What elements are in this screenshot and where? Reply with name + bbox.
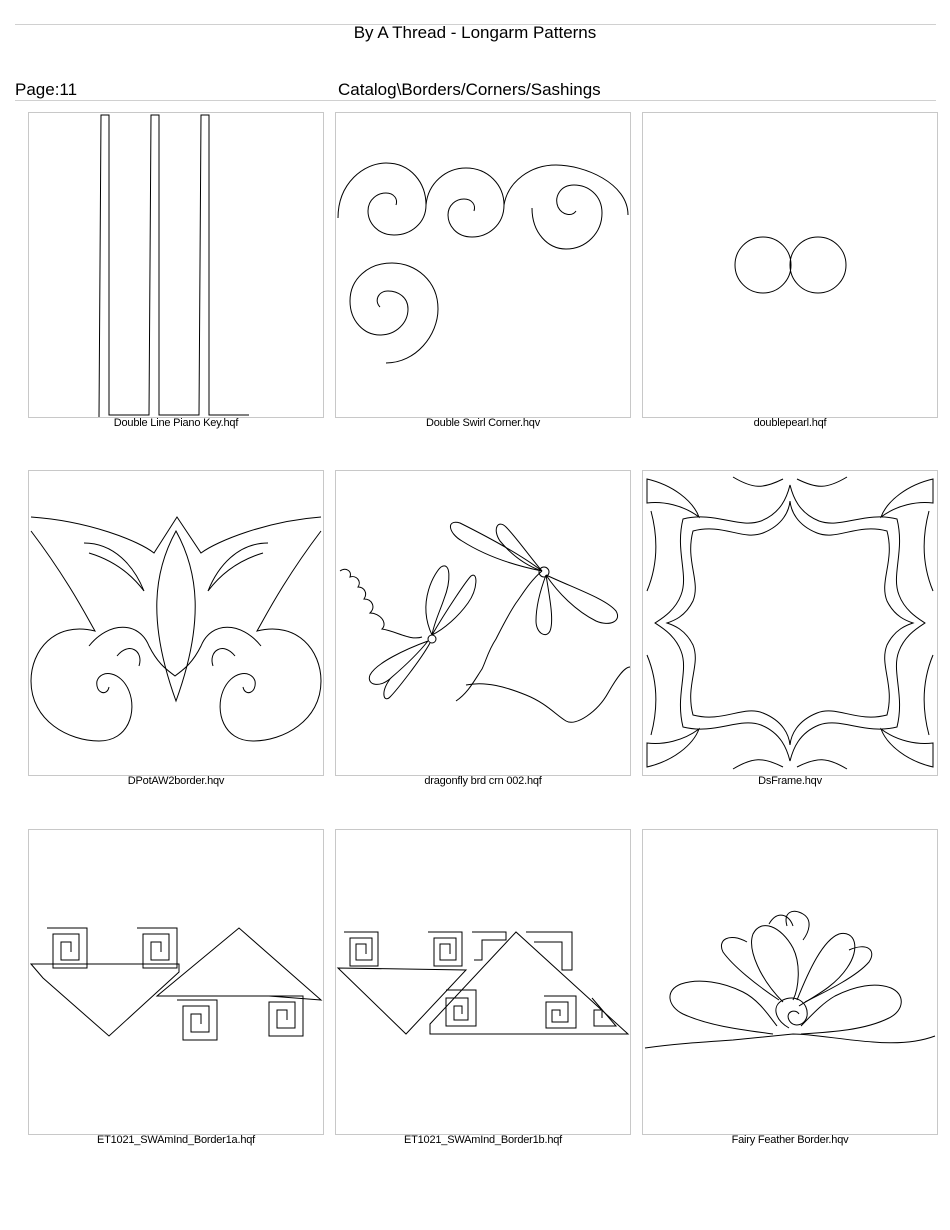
pattern-caption: ET1021_SWAmInd_Border1a.hqf: [96, 1134, 256, 1146]
pattern-thumbnail-swamind-1b[interactable]: [335, 829, 631, 1135]
fairy-feather-drawing: [643, 830, 937, 1134]
pattern-thumbnail-doublepearl[interactable]: [642, 112, 938, 418]
pattern-caption: ET1021_SWAmInd_Border1b.hqf: [403, 1134, 563, 1146]
piano-key-drawing: [29, 113, 323, 417]
pattern-thumbnail-double-swirl[interactable]: [335, 112, 631, 418]
double-swirl-drawing: [336, 113, 630, 417]
dragonfly-drawing: [336, 471, 630, 775]
pattern-thumbnail-dragonfly[interactable]: [335, 470, 631, 776]
pattern-thumbnail-dpotaw2border[interactable]: [28, 470, 324, 776]
swamind-1b-drawing: [336, 830, 630, 1134]
pattern-caption: dragonfly brd crn 002.hqf: [424, 775, 542, 787]
pattern-caption: DPotAW2border.hqv: [127, 775, 225, 787]
catalog-path: Catalog\Borders/Corners/Sashings: [338, 80, 601, 99]
pattern-caption: Double Swirl Corner.hqv: [425, 417, 540, 429]
pattern-thumbnail-piano-key[interactable]: [28, 112, 324, 418]
pattern-thumbnail-swamind-1a[interactable]: [28, 829, 324, 1135]
pattern-thumbnail-dsframe[interactable]: [642, 470, 938, 776]
pattern-thumbnail-fairy-feather[interactable]: [642, 829, 938, 1135]
pattern-caption: Fairy Feather Border.hqv: [731, 1134, 849, 1146]
header-rule: [15, 100, 936, 101]
swamind-1a-drawing: [29, 830, 323, 1134]
pattern-caption: DsFrame.hqv: [758, 775, 822, 787]
dpotaw2border-drawing: [29, 471, 323, 775]
doublepearl-drawing: [643, 113, 937, 417]
pattern-caption: doublepearl.hqf: [753, 417, 827, 429]
document-title: By A Thread - Longarm Patterns: [353, 23, 597, 42]
dsframe-drawing: [643, 471, 937, 775]
pattern-caption: Double Line Piano Key.hqf: [113, 417, 239, 429]
page-number: Page:11: [15, 80, 78, 99]
